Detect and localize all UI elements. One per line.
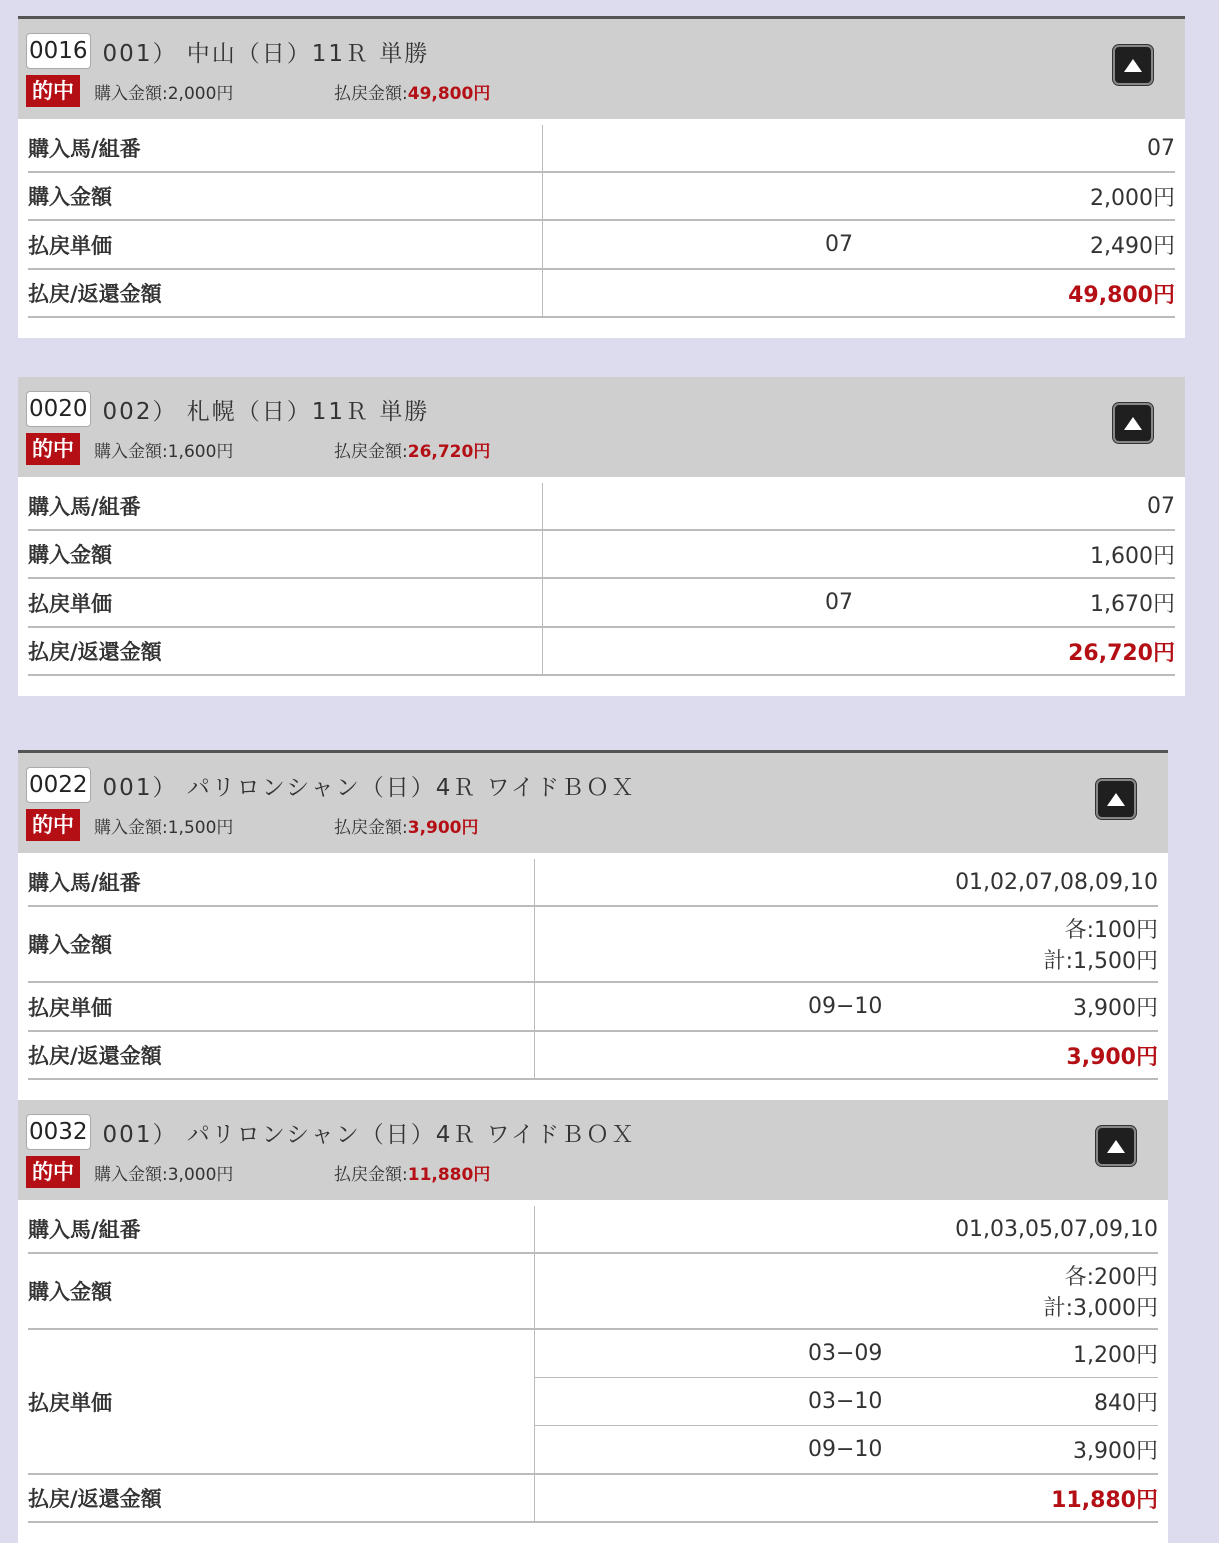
row-horse-combo <box>28 859 1158 907</box>
value-horse-combo: 01,03,05,07,09,10 <box>955 1216 1158 1242</box>
row-horse-combo <box>28 483 1175 531</box>
collapse-triangle-up-icon <box>1124 59 1142 72</box>
race-title: 001） パリロンシャン（日）4Ｒ ワイドＢＯＸ <box>102 774 636 801</box>
value-refund-amount: 49,800円 <box>1068 282 1175 308</box>
payout-line <box>543 579 1175 626</box>
payout-combo: 07 <box>825 590 853 615</box>
value-horse-combo: 07 <box>1147 135 1175 161</box>
purchase-summary: 購入金額:2,000円 <box>94 83 234 104</box>
row-refund-amount <box>28 270 1175 318</box>
payout-summary-value: 11,880円 <box>407 1164 491 1185</box>
label-refund-amount: 払戻/返還金額 <box>28 628 543 674</box>
label-refund-amount: 払戻/返還金額 <box>28 1475 535 1521</box>
row-payout-unit <box>28 579 1175 628</box>
payout-summary-value: 3,900円 <box>407 817 479 838</box>
payout-summary-label: 払戻金額: <box>334 441 408 462</box>
payout-summary <box>334 813 479 838</box>
payout-price: 3,900円 <box>1073 996 1158 1021</box>
payout-summary <box>334 437 490 462</box>
value-purchase-amount: 2,000円 <box>1090 185 1175 211</box>
bet-group-1 <box>18 16 1185 338</box>
payout-price: 840円 <box>1094 1391 1158 1416</box>
payout-line <box>535 983 1158 1030</box>
bet-header <box>18 19 1185 119</box>
label-horse-combo: 購入馬/組番 <box>28 859 535 905</box>
payout-summary-label: 払戻金額: <box>334 817 408 838</box>
bet-card <box>18 1100 1168 1543</box>
hit-badge: 的中 <box>26 433 80 465</box>
bet-header <box>18 753 1168 853</box>
label-purchase-amount: 購入金額 <box>28 531 543 577</box>
payout-combo: 09−10 <box>808 1437 883 1462</box>
bet-details <box>18 477 1185 696</box>
race-title: 001） パリロンシャン（日）4Ｒ ワイドＢＯＸ <box>102 1121 636 1148</box>
label-payout-unit: 払戻単価 <box>28 221 543 268</box>
payout-summary-value: 49,800円 <box>407 83 491 104</box>
payout-combo: 07 <box>825 232 853 257</box>
bet-details <box>18 1200 1168 1543</box>
bet-card <box>18 377 1185 696</box>
payout-price: 1,670円 <box>1090 592 1175 617</box>
bet-card <box>18 753 1168 1100</box>
payout-price: 1,200円 <box>1073 1343 1158 1368</box>
ticket-number: 0032 <box>26 1114 91 1150</box>
label-purchase-amount: 購入金額 <box>28 907 535 981</box>
bet-details <box>18 853 1168 1100</box>
collapse-button[interactable] <box>1113 403 1153 443</box>
label-payout-unit: 払戻単価 <box>28 579 543 626</box>
label-horse-combo: 購入馬/組番 <box>28 483 543 529</box>
payout-summary-label: 払戻金額: <box>334 83 408 104</box>
row-purchase-amount <box>28 531 1175 579</box>
bet-details <box>18 119 1185 338</box>
hit-badge: 的中 <box>26 75 80 107</box>
payout-combo: 03−09 <box>808 1341 883 1366</box>
label-refund-amount: 払戻/返還金額 <box>28 1032 535 1078</box>
amount-total: 計:3,000円 <box>1043 1296 1158 1321</box>
race-title: 001） 中山（日）11Ｒ 単勝 <box>102 40 430 67</box>
amount-total: 計:1,500円 <box>1043 949 1158 974</box>
payout-line <box>535 1425 1158 1473</box>
payout-line <box>543 221 1175 268</box>
collapse-triangle-up-icon <box>1124 417 1142 430</box>
bet-group-2 <box>18 377 1185 696</box>
collapse-triangle-up-icon <box>1107 793 1125 806</box>
value-horse-combo: 07 <box>1147 493 1175 519</box>
collapse-button[interactable] <box>1096 779 1136 819</box>
payout-summary <box>334 1160 490 1185</box>
label-refund-amount: 払戻/返還金額 <box>28 270 543 316</box>
row-horse-combo <box>28 1206 1158 1254</box>
purchase-summary: 購入金額:1,600円 <box>94 441 234 462</box>
row-refund-amount <box>28 628 1175 676</box>
value-refund-amount: 26,720円 <box>1068 640 1175 666</box>
bet-header <box>18 377 1185 477</box>
row-refund-amount <box>28 1475 1158 1523</box>
payout-summary <box>334 79 490 104</box>
purchase-summary: 購入金額:1,500円 <box>94 817 234 838</box>
payout-summary-value: 26,720円 <box>407 441 491 462</box>
label-horse-combo: 購入馬/組番 <box>28 125 543 171</box>
hit-badge: 的中 <box>26 809 80 841</box>
value-refund-amount: 11,880円 <box>1051 1487 1158 1513</box>
row-horse-combo <box>28 125 1175 173</box>
label-payout-unit: 払戻単価 <box>28 983 535 1030</box>
row-payout-unit <box>28 983 1158 1032</box>
collapse-button[interactable] <box>1096 1126 1136 1166</box>
payout-combo: 09−10 <box>808 994 883 1019</box>
value-refund-amount: 3,900円 <box>1066 1044 1158 1070</box>
label-purchase-amount: 購入金額 <box>28 1254 535 1328</box>
label-horse-combo: 購入馬/組番 <box>28 1206 535 1252</box>
payout-summary-label: 払戻金額: <box>334 1164 408 1185</box>
payout-line <box>535 1330 1158 1377</box>
row-payout-unit <box>28 1330 1158 1475</box>
row-purchase-amount <box>28 907 1158 983</box>
purchase-summary: 購入金額:3,000円 <box>94 1164 234 1185</box>
bet-group-3 <box>18 750 1168 1543</box>
payout-combo: 03−10 <box>808 1389 883 1414</box>
collapse-button[interactable] <box>1113 45 1153 85</box>
value-purchase-amount: 1,600円 <box>1090 543 1175 569</box>
row-purchase-amount <box>28 1254 1158 1330</box>
bet-card <box>18 19 1185 338</box>
hit-badge: 的中 <box>26 1156 80 1188</box>
payout-price: 2,490円 <box>1090 234 1175 259</box>
collapse-triangle-up-icon <box>1107 1140 1125 1153</box>
value-purchase-amount <box>535 1254 1158 1328</box>
amount-each: 各:200円 <box>1064 1265 1158 1290</box>
bet-header <box>18 1100 1168 1200</box>
value-horse-combo: 01,02,07,08,09,10 <box>955 869 1158 895</box>
payout-line <box>535 1377 1158 1425</box>
label-payout-unit: 払戻単価 <box>28 1330 535 1473</box>
ticket-number: 0022 <box>26 767 91 803</box>
row-purchase-amount <box>28 173 1175 221</box>
ticket-number: 0016 <box>26 33 91 69</box>
amount-each: 各:100円 <box>1064 918 1158 943</box>
label-purchase-amount: 購入金額 <box>28 173 543 219</box>
row-refund-amount <box>28 1032 1158 1080</box>
value-purchase-amount <box>535 907 1158 981</box>
ticket-number: 0020 <box>26 391 91 427</box>
payout-price: 3,900円 <box>1073 1439 1158 1464</box>
row-payout-unit <box>28 221 1175 270</box>
race-title: 002） 札幌（日）11Ｒ 単勝 <box>102 398 430 425</box>
